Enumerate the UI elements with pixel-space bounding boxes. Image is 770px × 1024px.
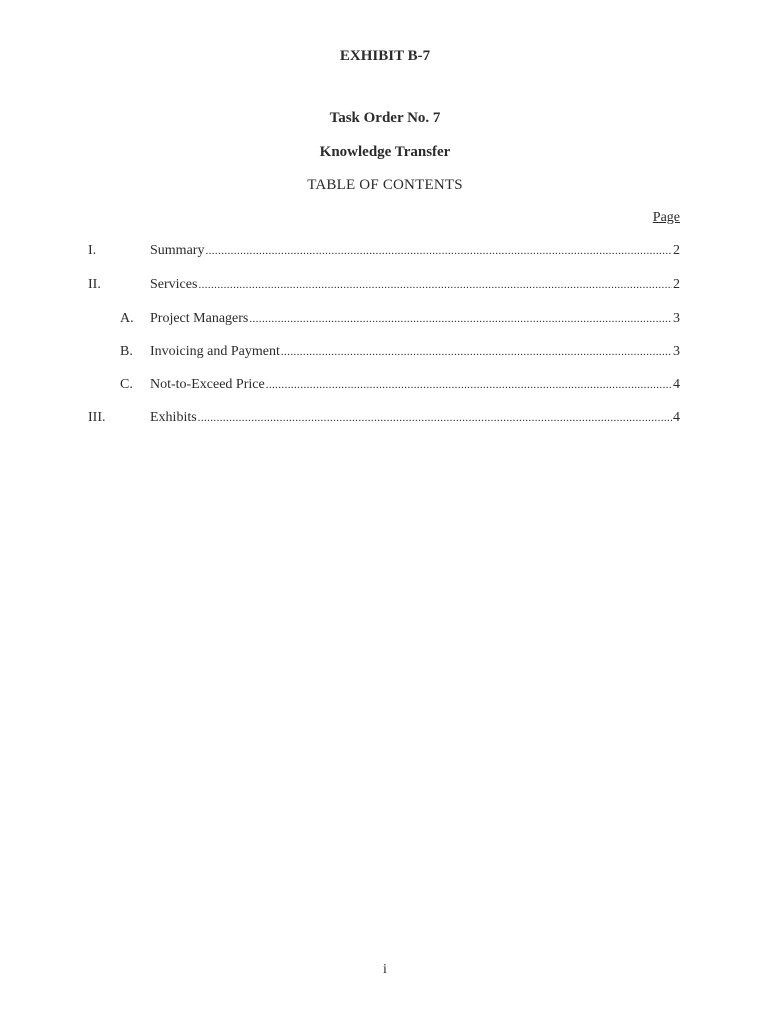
task-order-title: Task Order No. 7 xyxy=(329,110,441,126)
subject-title: Knowledge Transfer xyxy=(319,144,451,160)
toc-page-number: 3 xyxy=(673,311,680,326)
toc-title[interactable]: Project Managers xyxy=(150,311,249,326)
toc-entry xyxy=(150,276,680,294)
toc-row-not-to-exceed-price[interactable] xyxy=(0,376,770,394)
toc-number: I. xyxy=(88,243,97,258)
toc-number: B. xyxy=(120,344,133,359)
toc-title[interactable]: Invoicing and Payment xyxy=(150,344,280,359)
toc-number: C. xyxy=(120,377,133,392)
dot-leader xyxy=(205,242,672,260)
toc-entry xyxy=(150,310,680,328)
dot-leader xyxy=(266,376,672,394)
toc-page-number: 2 xyxy=(673,243,680,258)
toc-number: II. xyxy=(88,277,101,292)
toc-row-summary[interactable] xyxy=(0,242,770,260)
toc-title[interactable]: Services xyxy=(150,277,198,292)
page-column-label: Page xyxy=(652,210,680,225)
toc-number: III. xyxy=(88,410,106,425)
toc-number: A. xyxy=(120,311,134,326)
toc-page-number: 4 xyxy=(673,377,680,392)
toc-entry xyxy=(150,409,680,427)
toc-title[interactable]: Not-to-Exceed Price xyxy=(150,377,265,392)
dot-leader xyxy=(281,343,672,361)
dot-leader xyxy=(198,409,672,427)
toc-row-services[interactable] xyxy=(0,276,770,294)
toc-title[interactable]: Exhibits xyxy=(150,410,197,425)
dot-leader xyxy=(198,276,672,294)
toc-page-number: 3 xyxy=(673,344,680,359)
toc-entry xyxy=(150,343,680,361)
toc-row-project-managers[interactable] xyxy=(0,310,770,328)
exhibit-title: EXHIBIT B-7 xyxy=(339,48,431,64)
toc-page-number: 2 xyxy=(673,277,680,292)
dot-leader xyxy=(249,310,672,328)
toc-row-exhibits[interactable] xyxy=(0,409,770,427)
page-number-footer: i xyxy=(383,962,387,977)
toc-page-number: 4 xyxy=(673,410,680,425)
toc-title[interactable]: Summary xyxy=(150,243,205,258)
table-of-contents-heading: TABLE OF CONTENTS xyxy=(307,177,463,193)
toc-row-invoicing-and-payment[interactable] xyxy=(0,343,770,361)
toc-entry xyxy=(150,242,680,260)
toc-entry xyxy=(150,376,680,394)
